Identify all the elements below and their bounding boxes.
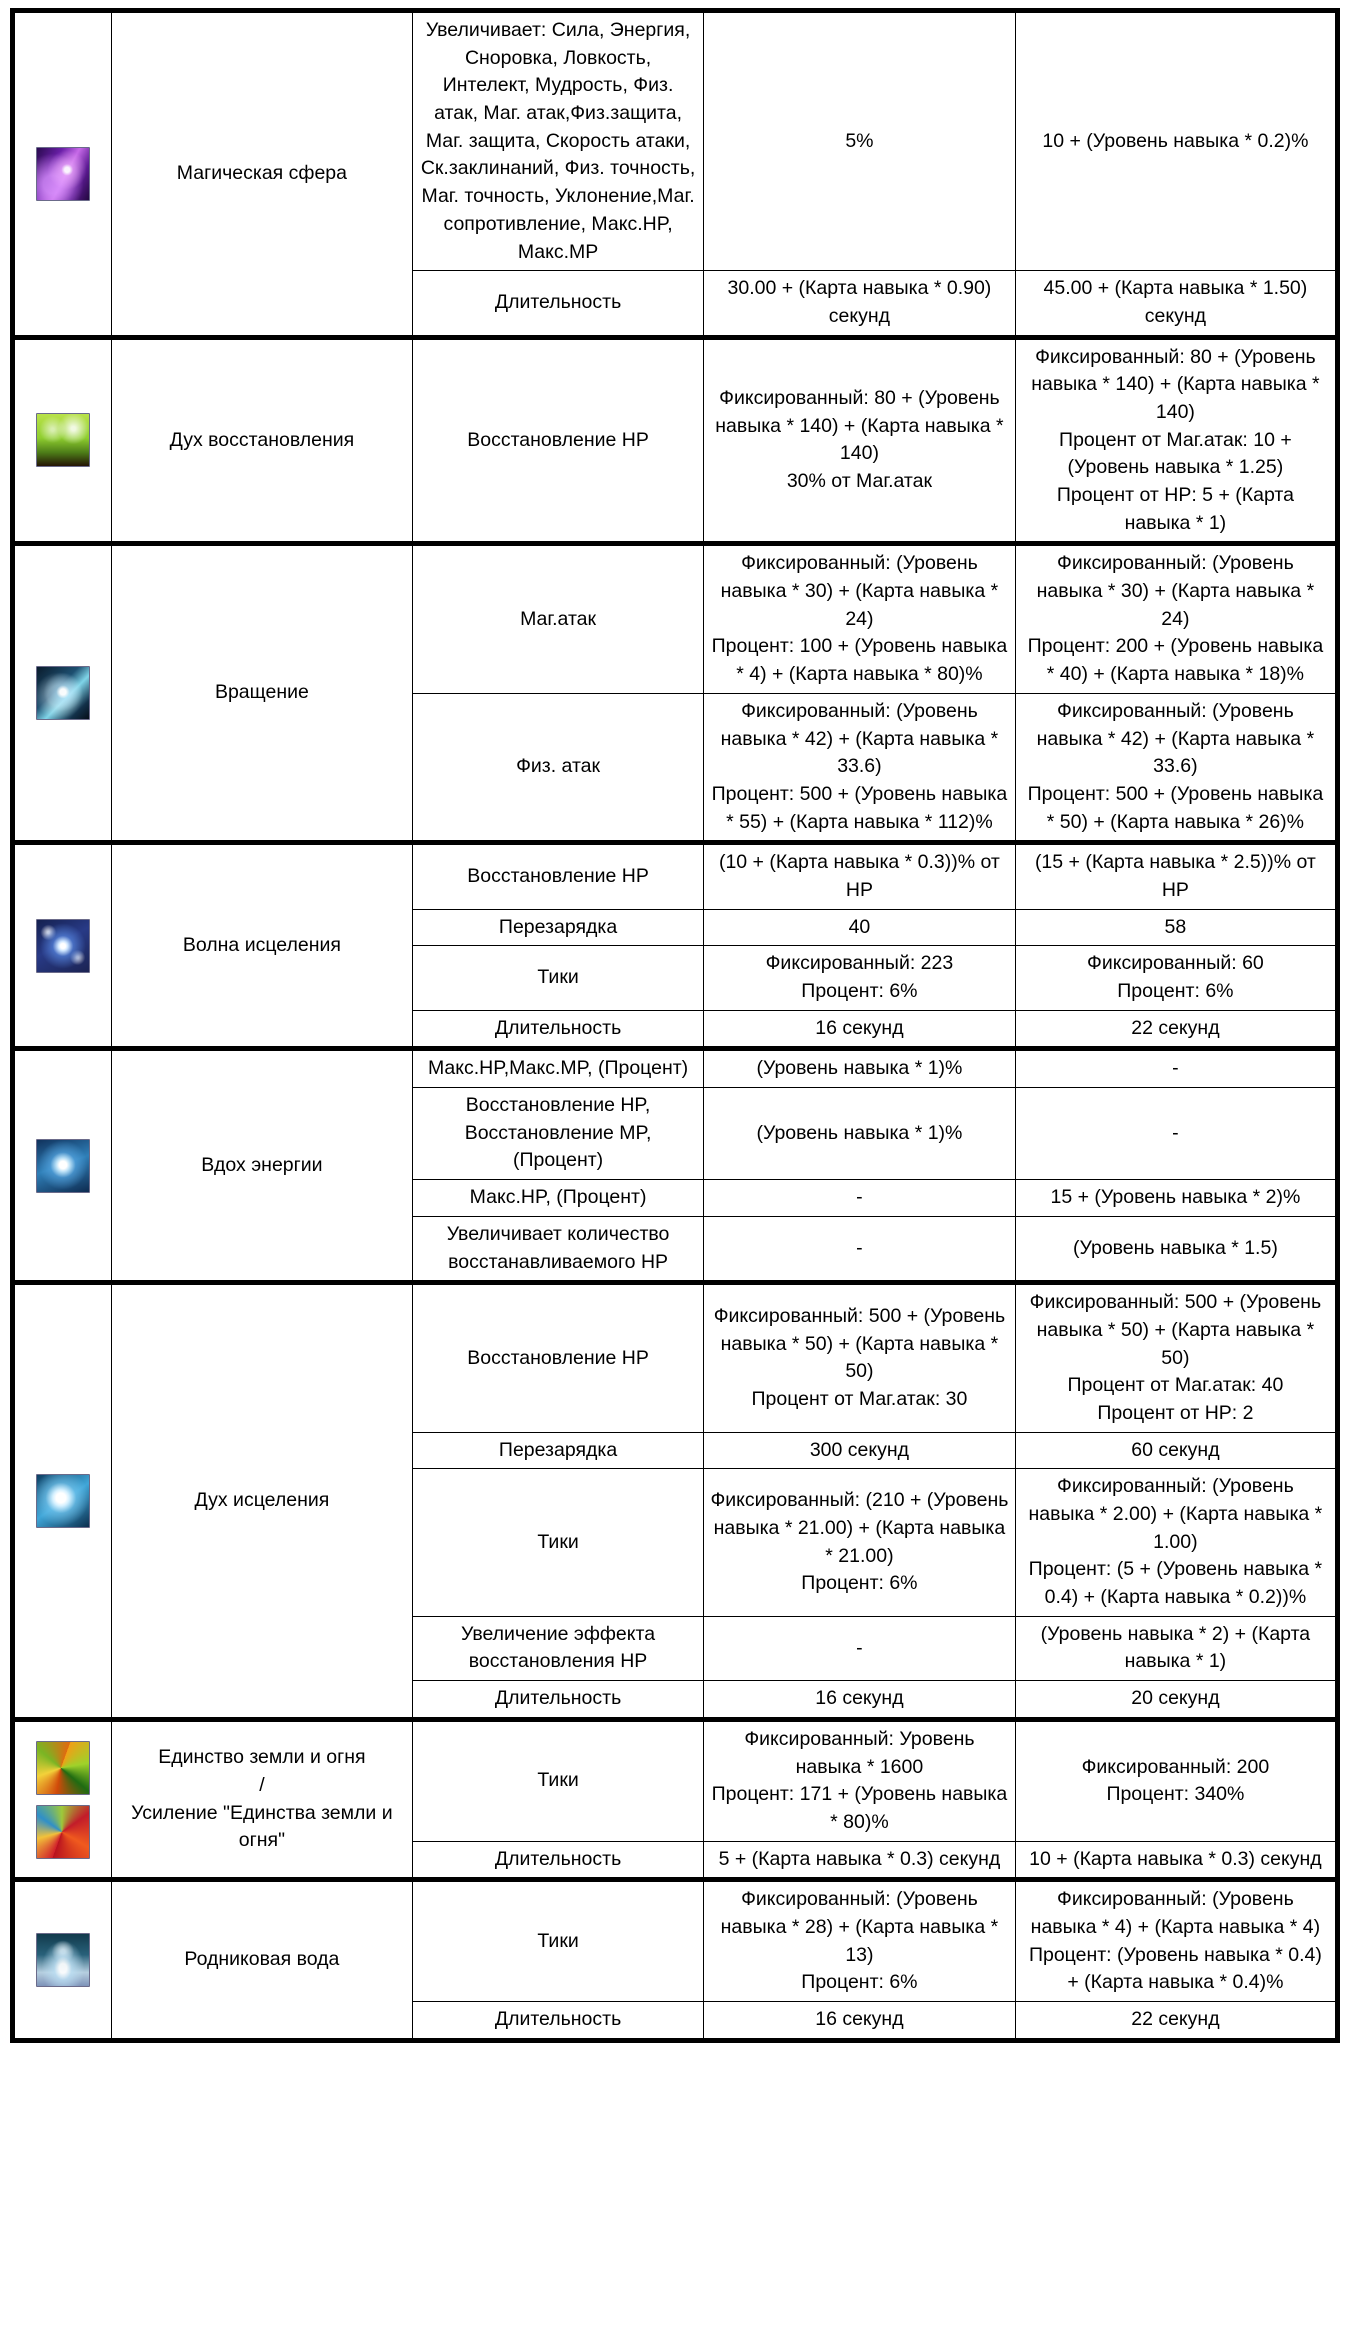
skill-name: Дух восстановления bbox=[111, 337, 412, 544]
skill-icon-cell bbox=[13, 337, 112, 544]
skill-attribute: Длительность bbox=[413, 271, 704, 337]
skills-table-body bbox=[13, 11, 1338, 2041]
skill-value-column-1: - bbox=[704, 1616, 1016, 1680]
icon-stack bbox=[21, 1139, 105, 1193]
skill-value-column-2: - bbox=[1015, 1049, 1337, 1088]
table-row bbox=[13, 544, 1338, 693]
skill-value-column-1: Фиксированный: 223 Процент: 6% bbox=[704, 946, 1016, 1010]
skill-name: Вращение bbox=[111, 544, 412, 843]
skill-value-column-1: 300 секунд bbox=[704, 1432, 1016, 1469]
skill-icon-cell bbox=[13, 843, 112, 1049]
skill-attribute: Перезарядка bbox=[413, 909, 704, 946]
skill-value-column-1: 5 + (Карта навыка * 0.3) секунд bbox=[704, 1841, 1016, 1880]
icon-stack bbox=[21, 147, 105, 201]
skill-icon-cell bbox=[13, 1283, 112, 1720]
orbit-icon bbox=[36, 666, 90, 720]
skill-value-column-2: Фиксированный: 80 + (Уровень навыка * 140) + (Карта навыка * 140) Процент от Маг.атак: 10 + (Уровень навыка * 1.25) Процент от HP: 5 + (Карта навыка * 1) bbox=[1015, 337, 1337, 544]
table-row bbox=[13, 843, 1338, 909]
skill-icon-cell bbox=[13, 1049, 112, 1283]
table-row bbox=[13, 1049, 1338, 1088]
skill-attribute: Макс.HP,Макс.MP, (Процент) bbox=[413, 1049, 704, 1088]
skill-attribute: Увеличивает: Сила, Энергия, Сноровка, Ловкость, Интелект, Мудрость, Физ. атак, Маг. атак,Физ.защита, Маг. защита, Скорость атаки, Ск.заклинаний, Физ. точность, Маг. точность, Уклонение,Маг. сопротивление, Макс.HP, Макс.MP bbox=[413, 11, 704, 271]
skill-value-column-2: 22 секунд bbox=[1015, 1010, 1337, 1049]
skill-attribute: Восстановление HP bbox=[413, 337, 704, 544]
skill-attribute: Длительность bbox=[413, 1681, 704, 1720]
glow-blue-icon bbox=[36, 1139, 90, 1193]
skill-value-column-2: - bbox=[1015, 1088, 1337, 1180]
skill-value-column-2: 60 секунд bbox=[1015, 1432, 1337, 1469]
skill-attribute: Физ. атак bbox=[413, 693, 704, 842]
skill-value-column-2: (15 + (Карта навыка * 2.5))% от HP bbox=[1015, 843, 1337, 909]
skill-attribute: Восстановление HP bbox=[413, 843, 704, 909]
skill-value-column-1: 40 bbox=[704, 909, 1016, 946]
skill-value-column-1: Фиксированный: 80 + (Уровень навыка * 140) + (Карта навыка * 140) 30% от Маг.атак bbox=[704, 337, 1016, 544]
skill-attribute: Восстановление HP bbox=[413, 1283, 704, 1432]
icon-stack bbox=[21, 1933, 105, 1987]
skill-icon-cell bbox=[13, 1880, 112, 2040]
glow-cyan-icon bbox=[36, 1474, 90, 1528]
spiral-warm-icon bbox=[36, 1741, 90, 1795]
sprout-icon bbox=[36, 413, 90, 467]
skill-name: Единство земли и огня / Усиление "Единства земли и огня" bbox=[111, 1719, 412, 1879]
skill-value-column-2: 22 секунд bbox=[1015, 2002, 1337, 2041]
skill-value-column-2: 15 + (Уровень навыка * 2)% bbox=[1015, 1180, 1337, 1217]
table-row bbox=[13, 1880, 1338, 2002]
skill-value-column-2: (Уровень навыка * 2) + (Карта навыка * 1) bbox=[1015, 1616, 1337, 1680]
skill-attribute: Длительность bbox=[413, 1841, 704, 1880]
skill-icon-cell bbox=[13, 544, 112, 843]
skill-value-column-1: - bbox=[704, 1180, 1016, 1217]
skill-value-column-2: 45.00 + (Карта навыка * 1.50) секунд bbox=[1015, 271, 1337, 337]
skill-attribute: Перезарядка bbox=[413, 1432, 704, 1469]
skill-value-column-1: 5% bbox=[704, 11, 1016, 271]
skill-value-column-1: Фиксированный: (Уровень навыка * 42) + (Карта навыка * 33.6) Процент: 500 + (Уровень навыка * 55) + (Карта навыка * 112)% bbox=[704, 693, 1016, 842]
skill-attribute: Тики bbox=[413, 1880, 704, 2002]
skill-value-column-1: Фиксированный: 500 + (Уровень навыка * 50) + (Карта навыка * 50) Процент от Маг.атак: 30 bbox=[704, 1283, 1016, 1432]
magic-sphere-icon bbox=[36, 147, 90, 201]
skills-table bbox=[10, 8, 1340, 2043]
table-row bbox=[13, 337, 1338, 544]
spiral-red-icon bbox=[36, 1805, 90, 1859]
skill-value-column-1: 16 секунд bbox=[704, 1010, 1016, 1049]
skill-icon-cell bbox=[13, 11, 112, 338]
skill-value-column-1: Фиксированный: Уровень навыка * 1600 Процент: 171 + (Уровень навыка * 80)% bbox=[704, 1719, 1016, 1841]
icon-stack bbox=[21, 919, 105, 973]
skill-value-column-2: 20 секунд bbox=[1015, 1681, 1337, 1720]
skill-name: Дух исцеления bbox=[111, 1283, 412, 1720]
skill-attribute: Восстановление HP, Восстановление MP, (Процент) bbox=[413, 1088, 704, 1180]
skill-value-column-2: Фиксированный: 500 + (Уровень навыка * 50) + (Карта навыка * 50) Процент от Маг.атак: 40 Процент от HP: 2 bbox=[1015, 1283, 1337, 1432]
skill-value-column-1: (10 + (Карта навыка * 0.3))% от HP bbox=[704, 843, 1016, 909]
skill-value-column-1: Фиксированный: (210 + (Уровень навыка * 21.00) + (Карта навыка * 21.00) Процент: 6% bbox=[704, 1469, 1016, 1616]
skill-value-column-2: 58 bbox=[1015, 909, 1337, 946]
skill-attribute: Маг.атак bbox=[413, 544, 704, 693]
spring-water-icon bbox=[36, 1933, 90, 1987]
skill-attribute: Длительность bbox=[413, 1010, 704, 1049]
skill-value-column-1: Фиксированный: (Уровень навыка * 28) + (Карта навыка * 13) Процент: 6% bbox=[704, 1880, 1016, 2002]
skill-value-column-2: Фиксированный: 200 Процент: 340% bbox=[1015, 1719, 1337, 1841]
skill-value-column-1: 16 секунд bbox=[704, 1681, 1016, 1720]
skill-value-column-1: 30.00 + (Карта навыка * 0.90) секунд bbox=[704, 271, 1016, 337]
skill-name: Магическая сфера bbox=[111, 11, 412, 338]
skill-attribute: Тики bbox=[413, 1719, 704, 1841]
skill-value-column-1: Фиксированный: (Уровень навыка * 30) + (Карта навыка * 24) Процент: 100 + (Уровень навыка * 4) + (Карта навыка * 80)% bbox=[704, 544, 1016, 693]
table-row bbox=[13, 1719, 1338, 1841]
skill-name: Волна исцеления bbox=[111, 843, 412, 1049]
skill-attribute: Увеличивает количество восстанавливаемого HP bbox=[413, 1216, 704, 1282]
skill-value-column-1: (Уровень навыка * 1)% bbox=[704, 1088, 1016, 1180]
skill-value-column-1: - bbox=[704, 1216, 1016, 1282]
skill-value-column-2: Фиксированный: (Уровень навыка * 2.00) + (Карта навыка * 1.00) Процент: (5 + (Уровень навыка * 0.4) + (Карта навыка * 0.2))% bbox=[1015, 1469, 1337, 1616]
skill-attribute: Тики bbox=[413, 946, 704, 1010]
skill-value-column-2: 10 + (Уровень навыка * 0.2)% bbox=[1015, 11, 1337, 271]
skill-value-column-2: (Уровень навыка * 1.5) bbox=[1015, 1216, 1337, 1282]
skill-attribute: Макс.HP, (Процент) bbox=[413, 1180, 704, 1217]
skill-value-column-1: (Уровень навыка * 1)% bbox=[704, 1049, 1016, 1088]
table-row bbox=[13, 1283, 1338, 1432]
skill-value-column-1: 16 секунд bbox=[704, 2002, 1016, 2041]
skill-value-column-2: Фиксированный: (Уровень навыка * 42) + (Карта навыка * 33.6) Процент: 500 + (Уровень навыка * 50) + (Карта навыка * 26)% bbox=[1015, 693, 1337, 842]
skill-value-column-2: 10 + (Карта навыка * 0.3) секунд bbox=[1015, 1841, 1337, 1880]
skill-name: Вдох энергии bbox=[111, 1049, 412, 1283]
skill-icon-cell bbox=[13, 1719, 112, 1879]
skill-attribute: Длительность bbox=[413, 2002, 704, 2041]
skill-value-column-2: Фиксированный: (Уровень навыка * 30) + (Карта навыка * 24) Процент: 200 + (Уровень навыка * 40) + (Карта навыка * 18)% bbox=[1015, 544, 1337, 693]
skill-value-column-2: Фиксированный: 60 Процент: 6% bbox=[1015, 946, 1337, 1010]
icon-stack bbox=[21, 1741, 105, 1859]
skill-attribute: Увеличение эффекта восстановления HP bbox=[413, 1616, 704, 1680]
icon-stack bbox=[21, 1474, 105, 1528]
table-row bbox=[13, 11, 1338, 271]
skill-name: Родниковая вода bbox=[111, 1880, 412, 2040]
skill-value-column-2: Фиксированный: (Уровень навыка * 4) + (Карта навыка * 4) Процент: (Уровень навыка * 0.4) + (Карта навыка * 0.4)% bbox=[1015, 1880, 1337, 2002]
starburst-icon bbox=[36, 919, 90, 973]
skill-attribute: Тики bbox=[413, 1469, 704, 1616]
icon-stack bbox=[21, 666, 105, 720]
icon-stack bbox=[21, 413, 105, 467]
